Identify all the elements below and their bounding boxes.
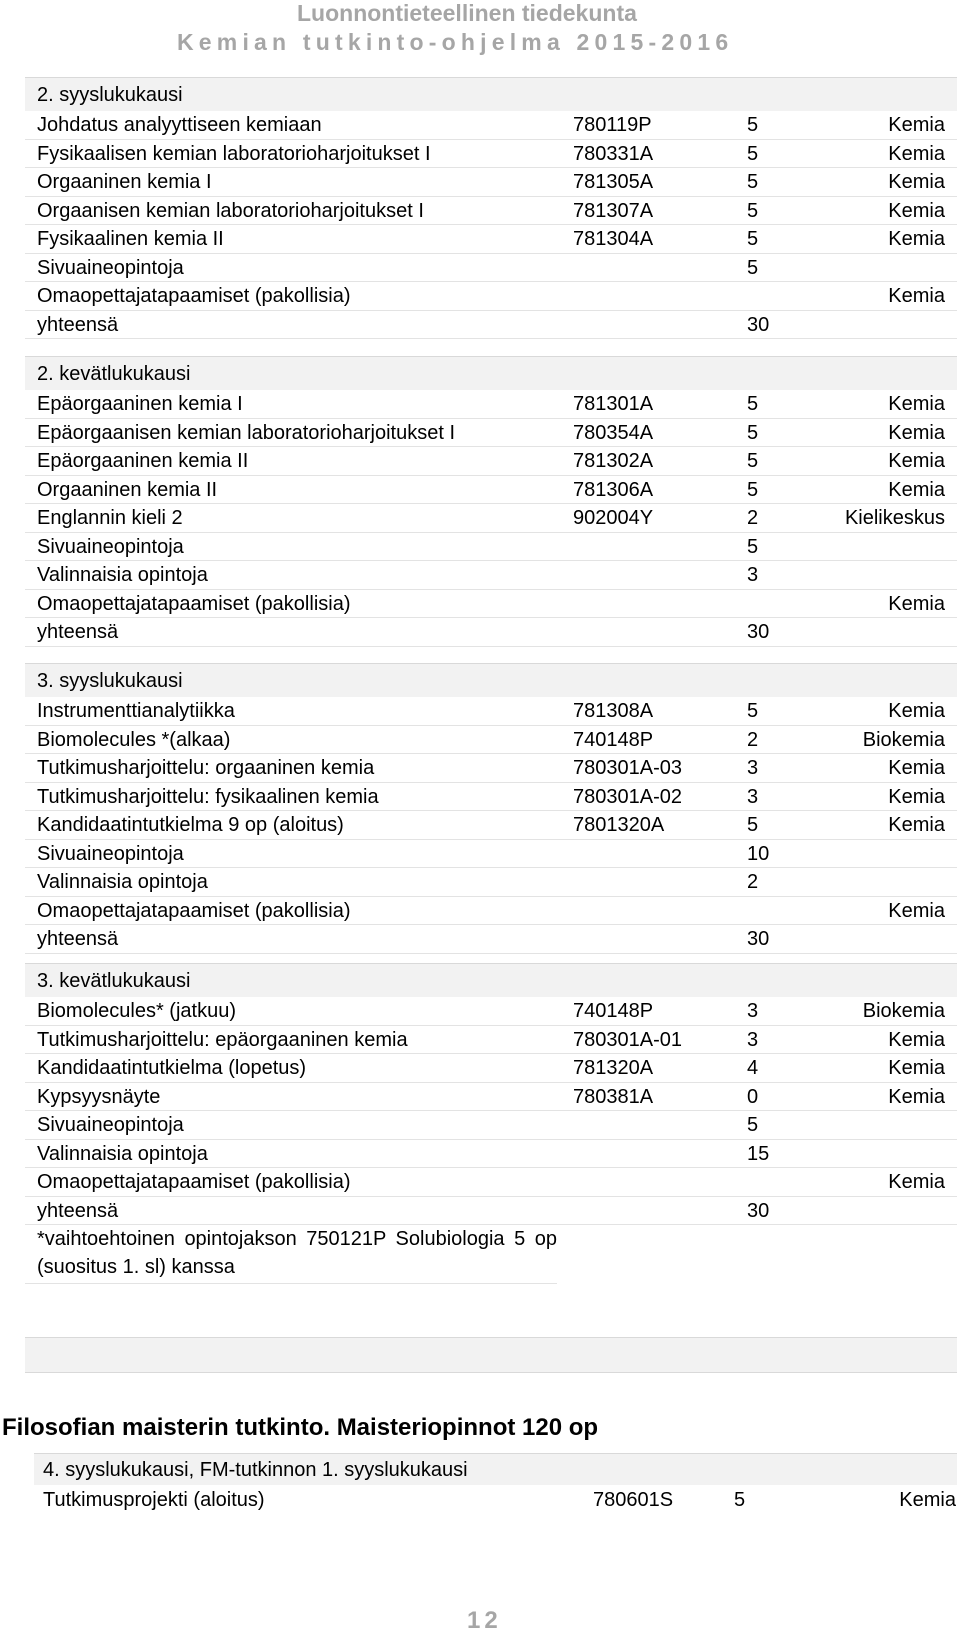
course-code: 780354A — [573, 421, 654, 444]
course-department: Biokemia — [862, 1000, 945, 1022]
section-title: 4. syyslukukausi, FM-tutkinnon 1. syyslukukausi — [34, 1453, 957, 1485]
course-row — [25, 1054, 957, 1083]
course-row — [25, 111, 957, 140]
semester-section — [25, 963, 957, 1284]
course-department: Kemia — [888, 421, 945, 444]
course-credits: 30 — [747, 621, 770, 643]
course-row — [25, 925, 957, 954]
course-name: yhteensä — [37, 928, 119, 950]
section-title: 3. syyslukukausi — [25, 663, 957, 697]
course-name: Omaopettajatapaamiset (pakollisia) — [37, 899, 351, 922]
course-name: yhteensä — [37, 621, 119, 643]
course-credits: 5 — [747, 142, 759, 165]
course-name: Biomolecules* (jatkuu) — [37, 1000, 236, 1022]
course-row — [25, 504, 957, 533]
course-department: Kemia — [888, 285, 945, 307]
course-row — [25, 1140, 957, 1169]
course-name: Biomolecules *(alkaa) — [37, 728, 231, 751]
course-code: 902004Y — [573, 507, 654, 529]
course-department: Kemia — [888, 114, 945, 136]
course-row — [25, 476, 957, 505]
course-name: Tutkimusharjoittelu: fysikaalinen kemia — [37, 785, 379, 808]
page-header — [0, 0, 960, 60]
course-department: Kemia — [888, 199, 945, 222]
course-department: Kemia — [888, 171, 945, 193]
semester-section — [25, 356, 957, 647]
course-credits: 30 — [747, 313, 770, 336]
course-name: Sivuaineopintoja — [37, 256, 184, 279]
course-name: Valinnaisia opintoja — [37, 1142, 208, 1165]
course-department: Kemia — [888, 700, 945, 722]
section-footer-bar — [25, 1337, 957, 1373]
semester-section — [25, 663, 957, 954]
course-department: Kemia — [888, 450, 945, 472]
course-row — [25, 1083, 957, 1112]
course-credits: 2 — [747, 728, 759, 751]
course-code: 781305A — [573, 171, 654, 193]
course-name: Instrumenttianalytiikka — [37, 700, 235, 722]
course-code: 780381A — [573, 1085, 654, 1108]
course-row — [34, 1485, 957, 1515]
course-department: Kemia — [888, 1057, 945, 1079]
course-name: Epäorgaaninen kemia II — [37, 450, 249, 472]
master-degree-title: Filosofian maisterin tutkinto. Maisteriopinnot 120 op — [2, 1414, 599, 1441]
course-credits: 2 — [747, 507, 759, 529]
course-code: 7801320A — [573, 814, 665, 836]
course-credits: 3 — [747, 564, 759, 586]
course-row — [25, 840, 957, 869]
course-department: Biokemia — [862, 728, 945, 751]
course-department: Kemia — [888, 478, 945, 501]
section-title: 2. syyslukukausi — [25, 77, 957, 111]
course-row — [25, 419, 957, 448]
course-code: 740148P — [573, 728, 654, 751]
course-credits: 30 — [747, 928, 770, 950]
course-department: Kemia — [888, 393, 945, 415]
course-name: Fysikaalinen kemia II — [37, 228, 224, 250]
course-code: 780301A-03 — [573, 757, 682, 779]
course-department: Kemia — [888, 1028, 945, 1051]
course-credits: 3 — [747, 785, 759, 808]
course-name: Valinnaisia opintoja — [37, 564, 208, 586]
course-name: Omaopettajatapaamiset (pakollisia) — [37, 285, 351, 307]
course-name: Orgaaninen kemia I — [37, 171, 212, 193]
course-credits: 10 — [747, 842, 770, 865]
course-row — [25, 997, 957, 1026]
course-name: Orgaaninen kemia II — [37, 478, 218, 501]
course-code: 781302A — [573, 450, 654, 472]
course-credits: 5 — [747, 814, 759, 836]
course-department: Kemia — [888, 814, 945, 836]
course-row — [25, 726, 957, 755]
course-credits: 4 — [747, 1057, 759, 1079]
course-name: Epäorgaanisen kemian laboratorioharjoitukset I — [37, 421, 456, 444]
course-credits: 2 — [747, 871, 759, 893]
course-row — [25, 1168, 957, 1197]
course-row — [25, 197, 957, 226]
course-code: 780331A — [573, 142, 654, 165]
course-credits: 5 — [747, 450, 759, 472]
course-department: Kemia — [888, 757, 945, 779]
course-name: Sivuaineopintoja — [37, 1114, 184, 1136]
course-department: Kielikeskus — [844, 507, 945, 529]
course-row — [25, 590, 957, 619]
course-row — [25, 1197, 957, 1226]
course-row — [25, 168, 957, 197]
course-name: Valinnaisia opintoja — [37, 871, 208, 893]
course-credits: 5 — [747, 535, 759, 558]
course-department: Kemia — [888, 1085, 945, 1108]
course-credits: 5 — [747, 478, 759, 501]
course-code: 781308A — [573, 700, 654, 722]
semester-section — [25, 77, 957, 339]
course-code: 780301A-01 — [573, 1028, 682, 1051]
course-name: Kandidaatintutkielma 9 op (aloitus) — [37, 814, 344, 836]
course-code: 740148P — [573, 1000, 654, 1022]
course-name: Omaopettajatapaamiset (pakollisia) — [37, 1171, 351, 1193]
course-name: yhteensä — [37, 313, 119, 336]
course-row — [25, 811, 957, 840]
course-credits: 5 — [734, 1489, 746, 1511]
course-name: Sivuaineopintoja — [37, 842, 184, 865]
course-credits: 5 — [747, 199, 759, 222]
section-title: 3. kevätlukukausi — [25, 963, 957, 997]
course-row — [25, 447, 957, 476]
course-department: Kemia — [899, 1489, 956, 1511]
course-code: 781320A — [573, 1057, 654, 1079]
footnote: *vaihtoehtoinen opintojakson 750121P Solubiologia 5 op (suositus 1. sl) kanssa — [25, 1225, 557, 1284]
course-row — [25, 1111, 957, 1140]
course-credits: 5 — [747, 393, 759, 415]
course-name: Englannin kieli 2 — [37, 507, 183, 529]
course-name: Epäorgaaninen kemia I — [37, 393, 243, 415]
section-title: 2. kevätlukukausi — [25, 356, 957, 390]
course-code: 781301A — [573, 393, 654, 415]
course-credits: 3 — [747, 757, 759, 779]
course-row — [25, 225, 957, 254]
course-code: 781304A — [573, 228, 654, 250]
program-title: Kemian tutkinto-ohjelma 2015-2016 — [177, 29, 734, 55]
course-department: Kemia — [888, 142, 945, 165]
course-row — [25, 754, 957, 783]
course-row — [25, 697, 957, 726]
course-name: yhteensä — [37, 1199, 119, 1222]
faculty-title: Luonnontieteellinen tiedekunta — [297, 0, 637, 26]
page-number: 12 — [467, 1607, 502, 1634]
course-code: 781307A — [573, 199, 654, 222]
course-row — [25, 783, 957, 812]
course-row — [25, 561, 957, 590]
course-code: 780119P — [573, 114, 652, 136]
course-credits: 3 — [747, 1028, 759, 1051]
course-credits: 30 — [747, 1199, 770, 1222]
course-row — [25, 533, 957, 562]
course-department: Kemia — [888, 1171, 945, 1193]
course-credits: 5 — [747, 256, 759, 279]
course-credits: 5 — [747, 700, 759, 722]
course-credits: 15 — [747, 1142, 770, 1165]
course-credits: 5 — [747, 228, 759, 250]
course-credits: 5 — [747, 171, 759, 193]
course-name: Omaopettajatapaamiset (pakollisia) — [37, 592, 351, 615]
course-code: 780601S — [593, 1489, 674, 1511]
course-name: Fysikaalisen kemian laboratorioharjoitukset I — [37, 142, 431, 165]
course-name: Tutkimusprojekti (aloitus) — [43, 1489, 265, 1511]
course-department: Kemia — [888, 785, 945, 808]
course-department: Kemia — [888, 899, 945, 922]
master-section — [34, 1453, 957, 1515]
course-department: Kemia — [888, 592, 945, 615]
course-row — [25, 868, 957, 897]
course-code: 781306A — [573, 478, 654, 501]
course-row — [25, 1026, 957, 1055]
course-credits: 5 — [747, 421, 759, 444]
course-name: Kandidaatintutkielma (lopetus) — [37, 1057, 307, 1079]
course-name: Tutkimusharjoittelu: epäorgaaninen kemia — [37, 1028, 408, 1051]
course-row — [25, 618, 957, 647]
course-row — [25, 254, 957, 283]
course-department: Kemia — [888, 228, 945, 250]
course-row — [25, 390, 957, 419]
course-name: Sivuaineopintoja — [37, 535, 184, 558]
course-credits: 5 — [747, 1114, 759, 1136]
course-name: Orgaanisen kemian laboratorioharjoitukset I — [37, 199, 424, 222]
course-code: 780301A-02 — [573, 785, 682, 808]
course-name: Kypsyysnäyte — [37, 1085, 161, 1108]
course-name: Tutkimusharjoittelu: orgaaninen kemia — [37, 757, 375, 779]
course-credits: 0 — [747, 1085, 759, 1108]
course-row — [25, 140, 957, 169]
course-name: Johdatus analyyttiseen kemiaan — [37, 114, 322, 136]
course-credits: 5 — [747, 114, 759, 136]
course-row — [25, 897, 957, 926]
course-credits: 3 — [747, 1000, 759, 1022]
course-row — [25, 282, 957, 311]
course-row — [25, 311, 957, 340]
